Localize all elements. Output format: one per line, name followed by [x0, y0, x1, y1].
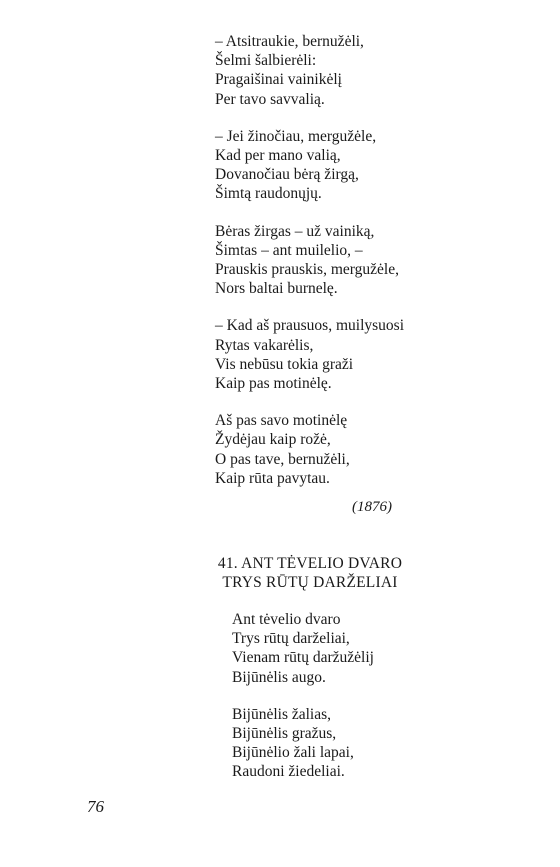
verse-line: Bijūnėlis žalias,	[232, 705, 332, 723]
verse-line: Pragaišinai vainikėlį	[215, 71, 342, 89]
stanza	[215, 222, 515, 299]
stanza	[215, 127, 515, 204]
verse-line: Kad per mano valią,	[215, 147, 341, 165]
verse-line: Prauskis prauskis, mergužėle,	[215, 261, 399, 279]
verse-line: Dovanočiau bėrą žirgą,	[215, 166, 359, 184]
verse-line: Nors baltai burnelę.	[215, 280, 338, 298]
verse-line: Žydėjau kaip rožė,	[215, 431, 331, 449]
verse-line: – Jei žinočiau, mergužėle,	[215, 127, 377, 145]
verse-line: Ant tėvelio dvaro	[232, 611, 341, 628]
verse-line: – Kad aš prausuos, muilysuosi	[215, 317, 405, 335]
verse-line: Šimtą raudonųjų.	[215, 185, 322, 203]
verse-line: Bėras žirgas – už vainiką,	[215, 222, 375, 240]
poem-year: (1876)	[352, 499, 392, 515]
verse-line: Bijūnėlio žali lapai,	[232, 744, 354, 762]
verse-line: Vis nebūsu tokia graži	[215, 355, 354, 373]
verse-line: Kaip rūta pavytau.	[215, 469, 330, 487]
stanza	[215, 316, 515, 393]
verse-line: Bijūnėlis gražus,	[232, 725, 337, 743]
poem-title-line-1: 41. ANT TĖVELIO DVARO	[217, 555, 403, 572]
verse-line: Per tavo savvalią.	[215, 90, 325, 108]
verse-line: O pas tave, bernužėli,	[215, 450, 350, 468]
verse-line: – Atsitraukie, bernužėli,	[215, 33, 364, 50]
verse-line: Bijūnėlis augo.	[232, 668, 326, 686]
poem-1	[215, 32, 515, 506]
poem-2	[232, 610, 512, 800]
verse-line: Raudoni žiedeliai.	[232, 763, 345, 781]
verse-line: Trys rūtų darželiai,	[232, 630, 350, 648]
stanza	[215, 32, 515, 109]
stanza	[232, 610, 512, 687]
verse-line: Šimtas – ant muilelio, –	[215, 241, 363, 259]
verse-line: Šelmi šalbierėli:	[215, 52, 317, 70]
verse-line: Kaip pas motinėlę.	[215, 375, 332, 393]
stanza	[232, 705, 512, 782]
verse-line: Aš pas savo motinėlę	[215, 412, 348, 430]
verse-line: Rytas vakarėlis,	[215, 336, 314, 354]
stanza	[215, 411, 515, 488]
verse-line: Vienam rūtų daržužėlij	[232, 649, 374, 667]
poem-title-line-2: TRYS RŪTŲ DARŽELIAI	[222, 574, 398, 591]
page-number: 76	[87, 797, 104, 816]
